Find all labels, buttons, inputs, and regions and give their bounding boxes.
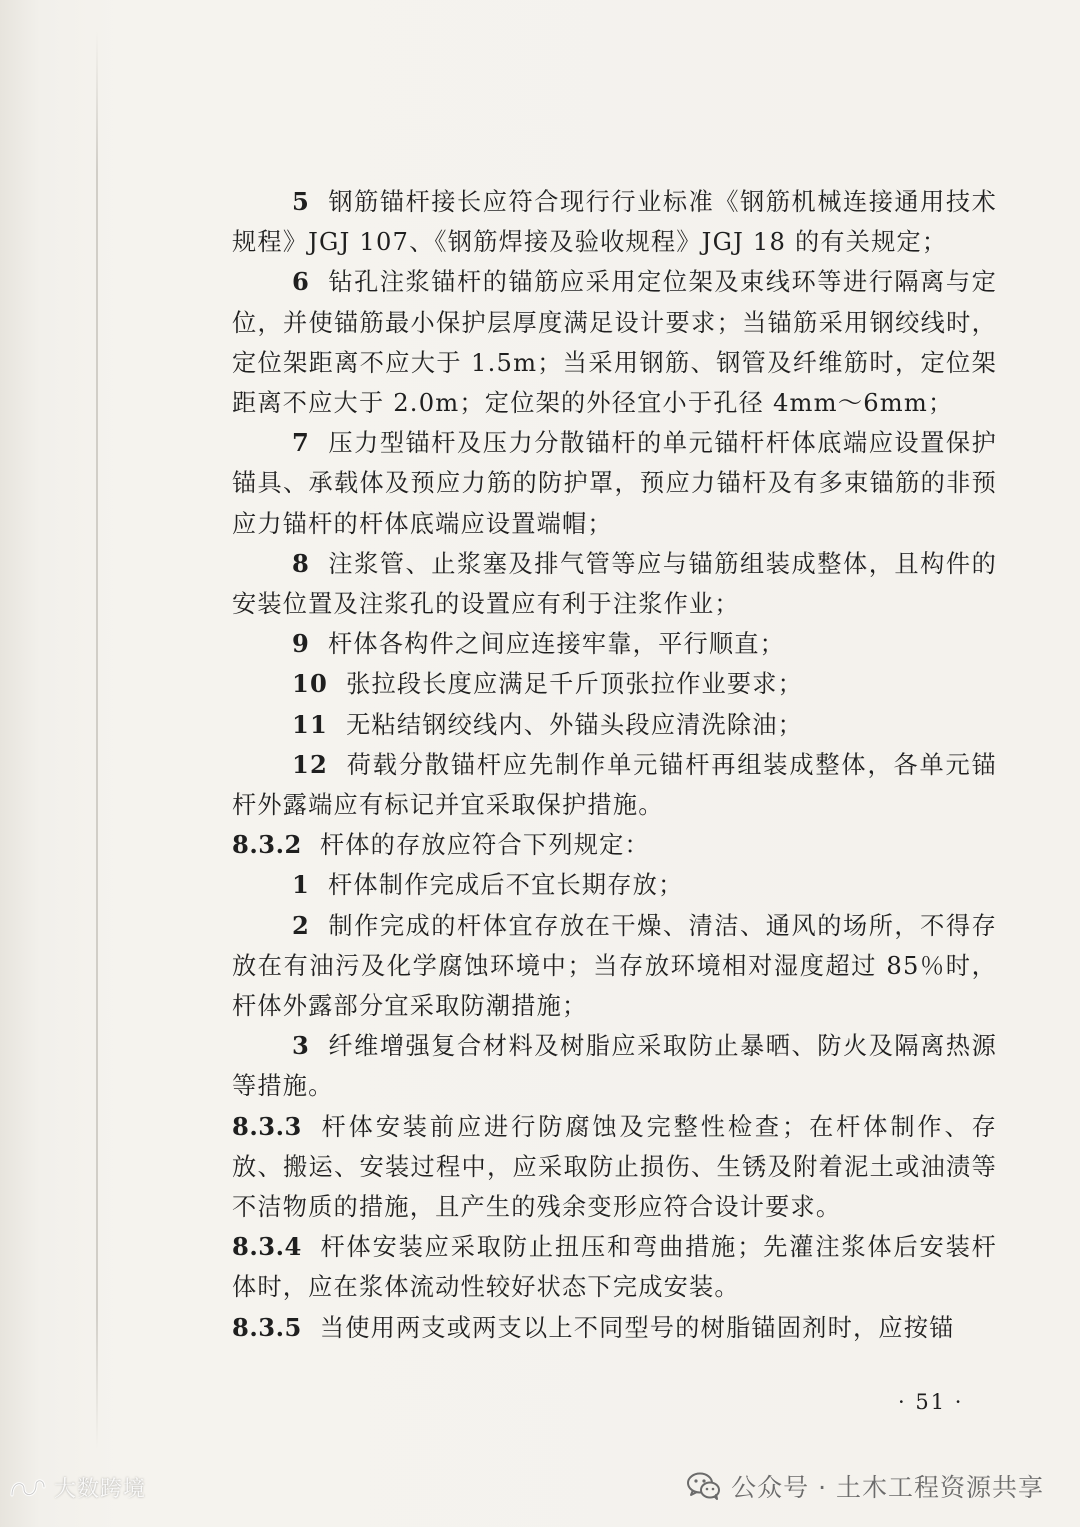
item-number: 3 <box>292 1031 311 1061</box>
paragraph-text: 无粘结钢绞线内、外锚头段应清洗除油； <box>346 710 804 739</box>
list-item <box>232 544 997 624</box>
list-item <box>232 182 997 262</box>
item-number: 2 <box>292 910 311 940</box>
section-clause <box>232 1107 997 1228</box>
item-number: 11 <box>292 709 329 739</box>
list-item <box>232 664 997 704</box>
logo-icon <box>8 1475 48 1501</box>
paragraph-text: 注浆管、止浆塞及排气管等应与锚筋组装成整体，且构件的安装位置及注浆孔的设置应有利于注浆作业； <box>232 549 997 619</box>
item-number: 8 <box>292 548 311 578</box>
paragraph-text: 杆体各构件之间应连接牢靠，平行顺直； <box>328 630 786 659</box>
clause-number: 8.3.2 <box>232 830 302 860</box>
list-item <box>232 906 997 1027</box>
wechat-icon <box>687 1472 721 1500</box>
list-item <box>232 624 997 664</box>
section-clause <box>232 825 997 865</box>
clause-number: 8.3.4 <box>232 1232 302 1262</box>
list-item <box>232 1026 997 1106</box>
page-number: · 51 · <box>898 1390 964 1414</box>
item-number: 12 <box>292 749 329 779</box>
paragraph-text: 压力型锚杆及压力分散锚杆的单元锚杆杆体底端应设置保护锚具、承载体及预应力筋的防护罩，预应力锚杆及有多束锚筋的非预应力锚杆的杆体底端应设置端帽； <box>232 429 997 538</box>
list-item <box>232 745 997 825</box>
list-item <box>232 705 997 745</box>
item-number: 10 <box>292 669 329 699</box>
list-item <box>232 865 997 905</box>
item-number: 6 <box>292 267 311 297</box>
watermark-brand <box>8 1472 146 1503</box>
item-number: 7 <box>292 428 311 458</box>
paragraph-text: 钻孔注浆锚杆的锚筋应采用定位架及束线环等进行隔离与定位，并使锚筋最小保护层厚度满足设计要求；当锚筋采用钢绞线时，定位架距离不应大于 1.5m；当采用钢筋、钢管及纤维筋时，定位架距离不应大于 2.0m；定位架的外径宜小于孔径 4mm～6mm； <box>232 268 997 418</box>
paragraph-text: 纤维增强复合材料及树脂应采取防止暴晒、防火及隔离热源等措施。 <box>232 1032 997 1101</box>
paragraph-text: 杆体安装应采取防止扭压和弯曲措施；先灌注浆体后安装杆体时，应在浆体流动性较好状态下完成安装。 <box>232 1233 997 1302</box>
paragraph-text: 荷载分散锚杆应先制作单元锚杆再组装成整体，各单元锚杆外露端应有标记并宜采取保护措施。 <box>232 750 997 820</box>
list-item <box>232 262 997 423</box>
list-item <box>232 423 997 544</box>
paragraph-text: 张拉段长度应满足千斤顶张拉作业要求； <box>346 670 804 699</box>
paragraph-text: 钢筋锚杆接长应符合现行行业标准《钢筋机械连接通用技术规程》JGJ 107、《钢筋焊接及验收规程》JGJ 18 的有关规定； <box>232 188 997 257</box>
paragraph-text: 杆体安装前应进行防腐蚀及完整性检查；在杆体制作、存放、搬运、安装过程中，应采取防止损伤、生锈及附着泥土或油渍等不洁物质的措施，且产生的残余变形应符合设计要求。 <box>232 1112 997 1222</box>
clause-number: 8.3.5 <box>232 1312 302 1342</box>
watermark-wechat <box>687 1468 1044 1504</box>
item-number: 9 <box>292 629 311 659</box>
paragraph-text: 杆体制作完成后不宜长期存放； <box>328 871 684 900</box>
item-number: 5 <box>292 187 311 216</box>
paragraph-text: 制作完成的杆体宜存放在干燥、清洁、通风的场所，不得存放在有油污及化学腐蚀环境中；当存放环境相对湿度超过 85％时，杆体外露部分宜采取防潮措施； <box>232 911 997 1021</box>
section-clause <box>232 1308 997 1348</box>
paragraph-text: 杆体的存放应符合下列规定： <box>319 831 650 860</box>
clause-number: 8.3.3 <box>232 1111 302 1141</box>
watermark-brand-text: 大数跨境 <box>54 1477 147 1502</box>
item-number: 1 <box>292 870 311 900</box>
document-body <box>232 182 997 1348</box>
watermark-text: 公众号 · 土木工程资源共享 <box>731 1473 1044 1502</box>
binding-shadow <box>96 30 98 1450</box>
paragraph-text: 当使用两支或两支以上不同型号的树脂锚固剂时，应按锚 <box>319 1313 955 1342</box>
section-clause <box>232 1227 997 1307</box>
